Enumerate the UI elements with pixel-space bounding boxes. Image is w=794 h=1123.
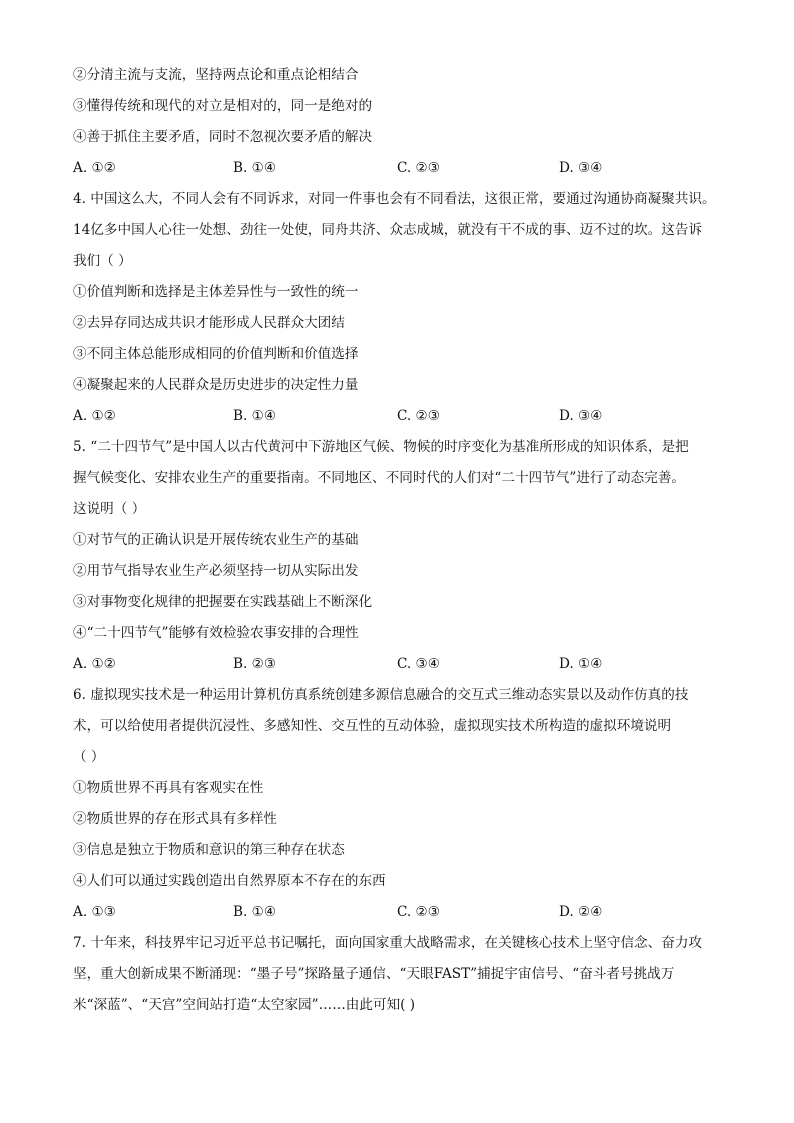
option-c: C. ②③	[397, 160, 440, 176]
statement: ②去异存同达成共识才能形成人民群众大团结	[73, 315, 345, 331]
statement: ④凝聚起来的人民群众是历史进步的决定性力量	[73, 377, 359, 393]
question-5	[73, 435, 738, 683]
option-b: B. ②③	[233, 656, 277, 672]
statement: ③懂得传统和现代的对立是相对的，同一是绝对的	[73, 98, 373, 114]
option-d: D. ①④	[559, 656, 603, 672]
option-c: C. ②③	[397, 408, 440, 424]
question-stem: 坚，重大创新成果不断涌现：“墨子号”探路量子通信、“天眼FAST”捕捉宇宙信号、“奋斗者号挑战万	[73, 966, 675, 982]
question-stem: 握气候变化、安排农业生产的重要指南。不同地区、不同时代的人们对“二十四节气”进行了动态完善。	[73, 470, 686, 486]
option-a: A. ①②	[73, 408, 116, 424]
statement: ②分清主流与支流，坚持两点论和重点论相结合	[73, 67, 359, 83]
statement: ④人们可以通过实践创造出自然界原本不存在的东西	[73, 873, 386, 889]
statement: ③不同主体总能形成相同的价值判断和价值选择	[73, 346, 359, 362]
option-b: B. ①④	[233, 904, 277, 920]
option-d: D. ③④	[559, 160, 603, 176]
question-6	[73, 683, 738, 931]
statement: ①对节气的正确认识是开展传统农业生产的基础	[73, 532, 359, 548]
answer-options	[73, 652, 738, 683]
question-stem: 术，可以给使用者提供沉浸性、多感知性、交互性的互动体验，虚拟现实技术所构造的虚拟环境说明	[73, 718, 672, 734]
statement: ③对事物变化规律的把握要在实践基础上不断深化	[73, 594, 373, 610]
question-stem: 这说明（ ）	[73, 501, 146, 517]
statement: ①价值判断和选择是主体差异性与一致性的统一	[73, 284, 359, 300]
option-c: C. ③④	[397, 656, 440, 672]
option-a: A. ①②	[73, 160, 116, 176]
question-stem: 4. 中国这么大，不同人会有不同诉求，对同一件事也会有不同看法，这很正常，要通过沟通协商凝聚共识。	[73, 191, 716, 207]
option-b: B. ①④	[233, 160, 277, 176]
statement: ④“二十四节气”能够有效检验农事安排的合理性	[73, 625, 359, 641]
option-a: A. ①②	[73, 656, 116, 672]
exam-page	[73, 63, 738, 1024]
question-stem: 14亿多中国人心往一处想、劲往一处使，同舟共济、众志成城，就没有干不成的事、迈不过的坎。这告诉	[73, 222, 703, 238]
answer-options	[73, 156, 738, 187]
statement: ①物质世界不再具有客观实在性	[73, 780, 264, 796]
question-3-tail	[73, 63, 738, 187]
option-c: C. ②③	[397, 904, 440, 920]
question-7	[73, 931, 738, 1024]
statement: ②用节气指导农业生产必须坚持一切从实际出发	[73, 563, 359, 579]
question-stem: 7. 十年来，科技界牢记习近平总书记嘱托，面向国家重大战略需求，在关键核心技术上坚守信念、奋力攻	[73, 935, 703, 951]
answer-options	[73, 900, 738, 931]
question-stem: 米“深蓝”、“天宫”空间站打造“太空家园”……由此可知( )	[73, 997, 416, 1013]
option-d: D. ③④	[559, 408, 603, 424]
question-stem: 5. “二十四节气”是中国人以古代黄河中下游地区气候、物候的时序变化为基准所形成的知识体系，是把	[73, 439, 689, 455]
option-a: A. ①③	[73, 904, 116, 920]
answer-options	[73, 404, 738, 435]
question-stem: 我们（ ）	[73, 253, 132, 269]
statement: ②物质世界的存在形式具有多样性	[73, 811, 277, 827]
option-b: B. ①④	[233, 408, 277, 424]
statement: ③信息是独立于物质和意识的第三种存在状态	[73, 842, 345, 858]
question-stem: （ ）	[73, 749, 105, 765]
option-d: D. ②④	[559, 904, 603, 920]
question-stem: 6. 虚拟现实技术是一种运用计算机仿真系统创建多源信息融合的交互式三维动态实景以及动作仿真的技	[73, 687, 689, 703]
question-4	[73, 187, 738, 435]
statement: ④善于抓住主要矛盾，同时不忽视次要矛盾的解决	[73, 129, 373, 145]
